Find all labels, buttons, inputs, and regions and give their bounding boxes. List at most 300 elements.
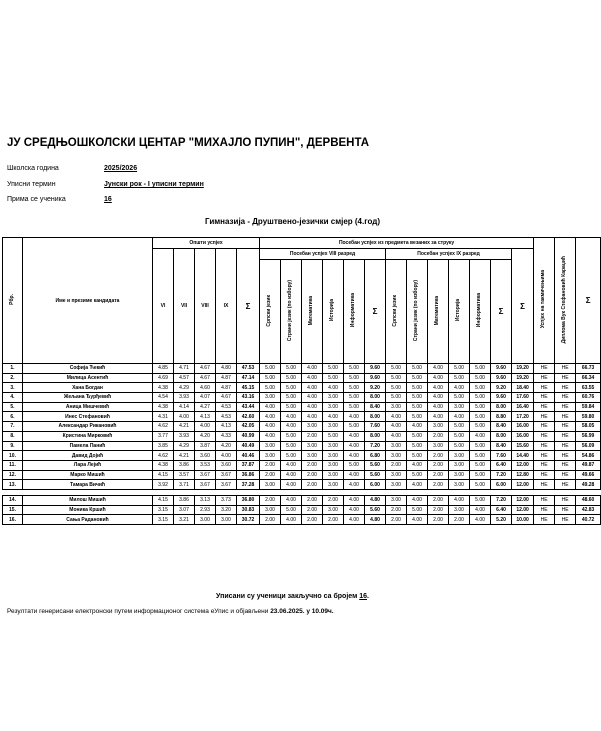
table-cell: НЕ [534,515,555,525]
table-subtitle: Гимназија - Друштвено-језички смјер (4.год) [205,217,380,226]
table-cell: 8.00 [491,431,512,441]
table-cell: 48.60 [576,495,601,505]
table-cell: НЕ [555,431,576,441]
table-cell: 49.66 [576,470,601,480]
table-cell: НЕ [555,373,576,383]
table-cell: 5.00 [281,383,302,393]
table-cell: 5.20 [491,515,512,525]
col-poseban: Посебан успјех из предмета везаних за струку [260,238,534,249]
table-cell: 2.00 [302,495,323,505]
table-cell: НЕ [534,480,555,490]
table-cell: 16. [3,515,23,525]
col-subject-9-1: Страни језик (по избору) [407,260,428,364]
table-cell: 18.40 [512,383,534,393]
table-cell: 5. [3,402,23,412]
table-cell: 4. [3,393,23,403]
table-cell: 4.33 [216,431,237,441]
table-cell: Аница Мишчевић [23,402,153,412]
table-cell: 12.00 [512,460,534,470]
col-subject-8-1: Страни језик (по избору) [281,260,302,364]
table-cell: Марко Мишић [23,470,153,480]
table-cell: 4.00 [174,412,195,422]
table-cell: 3.00 [260,441,281,451]
table-cell: 3.00 [386,451,407,461]
ranking-table [2,237,601,525]
table-cell: 4.57 [174,373,195,383]
table-cell: 58.05 [576,422,601,432]
table-cell: Софија Ћекић [23,364,153,374]
table-cell: 2.00 [302,505,323,515]
table-cell: 15.60 [512,441,534,451]
table-cell: 4.85 [153,364,174,374]
table-cell: Моника Кршић [23,505,153,515]
table-cell: 4.21 [174,422,195,432]
table-cell: 3.00 [449,451,470,461]
table-cell: 36.80 [237,495,260,505]
table-cell: 3.00 [323,505,344,515]
col-grade-viii: VIII [195,249,216,364]
table-cell: 5.00 [449,393,470,403]
table-cell: 3.67 [216,470,237,480]
table-cell: 3.21 [174,515,195,525]
table-cell: 4.00 [428,364,449,374]
table-cell: 3.00 [449,480,470,490]
table-cell: 4.38 [153,383,174,393]
table-cell: 5.00 [260,383,281,393]
table-cell: НЕ [555,470,576,480]
table-cell: 5.60 [365,505,386,515]
table-cell: 4.00 [302,364,323,374]
table-cell: 5.00 [323,364,344,374]
table-cell: 6.80 [365,451,386,461]
table-cell: 3.71 [174,480,195,490]
table-cell: 2.00 [260,495,281,505]
table-cell: 4.20 [195,431,216,441]
table-cell: 5.00 [470,422,491,432]
table-cell: 4.00 [281,460,302,470]
table-row [3,441,601,451]
table-cell: 2.00 [428,515,449,525]
table-cell: 4.71 [174,364,195,374]
table-cell: 5.00 [323,431,344,441]
table-cell: 10.00 [512,515,534,525]
table-cell: 42.83 [576,505,601,515]
table-cell: 54.86 [576,451,601,461]
table-cell: 2.00 [428,505,449,515]
table-cell: 10. [3,451,23,461]
table-cell: НЕ [534,412,555,422]
table-cell: 3.00 [386,441,407,451]
table-cell: 5.00 [281,431,302,441]
table-cell: 3.00 [323,470,344,480]
table-cell: 5.00 [470,364,491,374]
enrolled-note: Уписани су ученици закључно са бројем 16. [216,593,369,600]
table-cell: Милица Асентић [23,373,153,383]
col-subject-9-2: Математика [428,260,449,364]
table-cell: 60.76 [576,393,601,403]
table-cell: НЕ [555,441,576,451]
table-cell: 3.00 [449,505,470,515]
table-cell: НЕ [555,515,576,525]
table-cell: 5.00 [449,422,470,432]
table-cell: 3.92 [153,480,174,490]
table-cell: 5.00 [407,364,428,374]
table-cell: 9. [3,441,23,451]
table-cell: 3.67 [216,480,237,490]
table-cell: НЕ [555,364,576,374]
table-cell: 5.00 [344,422,365,432]
table-cell: 7.20 [491,495,512,505]
table-cell: 3.85 [153,441,174,451]
table-cell: 4.14 [174,402,195,412]
table-cell: 11. [3,460,23,470]
table-row [3,373,601,383]
table-cell: 40.99 [237,431,260,441]
table-cell: НЕ [555,460,576,470]
table-cell: 3.00 [323,460,344,470]
table-cell: 12.00 [512,505,534,515]
table-cell: 5.00 [344,364,365,374]
table-row [3,480,601,490]
table-cell: 5.00 [407,402,428,412]
table-cell: 4.00 [428,383,449,393]
table-cell: 2.00 [260,460,281,470]
table-cell: 59.80 [576,412,601,422]
table-cell: 4.80 [365,515,386,525]
table-cell: 4.00 [407,515,428,525]
table-cell: 5.00 [386,393,407,403]
col-diploma: Диплома Вук Стефановић Караџић [555,238,576,364]
table-cell: 30.83 [237,505,260,515]
table-cell: 5.00 [449,373,470,383]
table-cell: 2.00 [428,480,449,490]
table-cell: 5.00 [470,480,491,490]
table-cell: 12. [3,470,23,480]
col-subject-sum-8: Σ [365,260,386,364]
table-cell: 3.86 [174,460,195,470]
table-cell: 5.00 [386,364,407,374]
table-cell: 2.00 [428,470,449,480]
col-subject-9-0: Српски језик [386,260,407,364]
table-cell: НЕ [534,441,555,451]
table-cell: 5.00 [344,460,365,470]
table-cell: 4.20 [216,441,237,451]
table-cell: 19.20 [512,364,534,374]
table-cell: 5.60 [365,460,386,470]
table-cell: 4.60 [195,383,216,393]
table-cell: 5.00 [449,441,470,451]
table-row [3,495,601,505]
table-cell: 3.67 [195,480,216,490]
table-cell: 42.05 [237,422,260,432]
table-cell: 3.00 [195,515,216,525]
table-cell: 5.00 [281,451,302,461]
table-cell: 17.60 [512,393,534,403]
table-cell: 9.60 [491,364,512,374]
col-total: Σ [576,238,601,364]
table-cell: 4.00 [344,505,365,515]
table-cell: Милош Мишић [23,495,153,505]
table-cell: 4.80 [365,495,386,505]
table-cell: 4.00 [386,431,407,441]
table-cell: 2.00 [428,451,449,461]
table-cell: 19.20 [512,373,534,383]
table-cell: 4.00 [281,515,302,525]
table-cell: 4.00 [260,431,281,441]
table-cell: 43.44 [237,402,260,412]
table-cell: 4.00 [449,412,470,422]
table-cell: 3.00 [449,460,470,470]
table-cell: НЕ [555,383,576,393]
table-cell: Инес Стефановић [23,412,153,422]
table-cell: 4.31 [153,412,174,422]
table-cell: 2.00 [323,515,344,525]
table-cell: 2.00 [302,480,323,490]
table-cell: 47.14 [237,373,260,383]
table-cell: 5.00 [470,402,491,412]
table-cell: 40.72 [576,515,601,525]
table-cell: 5.00 [281,441,302,451]
table-cell: 5.00 [407,373,428,383]
table-cell: 4.87 [216,373,237,383]
table-cell: 49.87 [576,460,601,470]
table-cell: 2.00 [260,515,281,525]
table-cell: 3.00 [323,480,344,490]
table-cell: Давид Дојић [23,451,153,461]
table-cell: 8.40 [491,441,512,451]
table-cell: 4.00 [428,373,449,383]
table-cell: 40.49 [237,441,260,451]
table-cell: 4.00 [470,505,491,515]
table-cell: 2.00 [428,431,449,441]
table-cell: 4.67 [216,393,237,403]
table-cell: Сања Радановић [23,515,153,525]
table-cell: 3.93 [174,393,195,403]
table-cell: 4.00 [195,422,216,432]
table-cell: НЕ [534,373,555,383]
info-row-term [7,181,204,188]
table-cell: 3.00 [449,402,470,412]
table-cell: 9.20 [491,383,512,393]
table-cell: 4.00 [281,412,302,422]
table-cell: 2.00 [302,431,323,441]
table-cell: 4.00 [407,495,428,505]
table-cell: 4.00 [449,495,470,505]
col-rb: Рбр. [3,238,23,364]
table-cell: 4.29 [174,441,195,451]
table-cell: 5.00 [323,373,344,383]
table-cell: 4.00 [428,402,449,412]
table-cell: 4.00 [470,431,491,441]
table-cell: 8.40 [365,402,386,412]
table-cell: 2.00 [260,470,281,480]
table-cell: 3.60 [216,460,237,470]
col-poseban8: Посебан успјех VIII разред [260,249,386,260]
table-cell: 4.67 [195,364,216,374]
table-cell: 66.34 [576,373,601,383]
table-row [3,412,601,422]
table-cell: 4.00 [344,470,365,480]
table-cell: 4.00 [281,480,302,490]
table-cell: 2. [3,373,23,383]
table-cell: 4.00 [407,422,428,432]
info-row-capacity [7,196,112,203]
table-cell: НЕ [555,480,576,490]
table-cell: 4.00 [344,441,365,451]
table-cell: 9.60 [491,373,512,383]
table-cell: 15. [3,505,23,515]
table-cell: НЕ [534,460,555,470]
table-cell: 4.13 [195,412,216,422]
table-cell: 3.00 [302,451,323,461]
table-cell: 4.00 [302,383,323,393]
table-cell: 5.00 [449,431,470,441]
table-cell: 5.00 [260,364,281,374]
table-cell: 5.00 [281,402,302,412]
table-cell: 3.00 [323,402,344,412]
table-cell: 4.00 [260,402,281,412]
table-cell: 4.00 [260,422,281,432]
table-cell: 4.00 [216,451,237,461]
table-cell: 1. [3,364,23,374]
table-cell: 3.00 [323,441,344,451]
table-cell: Кристина Мирковић [23,431,153,441]
table-cell: 9.20 [365,383,386,393]
table-cell: Жељана Ђурђевић [23,393,153,403]
table-cell: 4.67 [195,373,216,383]
table-cell: 3.00 [428,422,449,432]
table-cell: 4.00 [260,412,281,422]
table-cell: 37.28 [237,480,260,490]
generated-note: Резултати генерисани електронски путем информационог система еУпис и објављени 23.06.2025. у 10.09ч. [7,608,334,615]
table-row [3,470,601,480]
table-cell: 3.00 [386,402,407,412]
col-opsti: Општи успјех [153,238,260,249]
table-cell: 4.00 [344,515,365,525]
table-cell: 3.00 [323,393,344,403]
table-cell: 5.00 [407,470,428,480]
table-cell: 3.15 [153,505,174,515]
table-cell: 3.00 [386,470,407,480]
table-cell: 16.40 [512,402,534,412]
table-cell: НЕ [534,505,555,515]
table-cell: 63.55 [576,383,601,393]
table-cell: 3.93 [174,431,195,441]
table-cell: 42.60 [237,412,260,422]
table-cell: 3.07 [174,505,195,515]
table-cell: 9.60 [365,364,386,374]
table-cell: НЕ [534,364,555,374]
table-cell: 4.13 [216,422,237,432]
table-cell: 4.00 [449,383,470,393]
table-cell: 3.00 [260,393,281,403]
col-poseban-sum: Σ [512,249,534,364]
table-cell: Александар Рикановић [23,422,153,432]
table-cell: 2.00 [302,515,323,525]
table-cell: 16.00 [512,422,534,432]
info-value: 16 [104,196,112,203]
table-cell: 4.00 [323,383,344,393]
info-row-school-year [7,165,138,172]
table-cell: 3.86 [174,495,195,505]
table-cell: 3.00 [302,422,323,432]
table-cell: 36.86 [237,470,260,480]
col-subject-8-2: Математика [302,260,323,364]
table-cell: 5.00 [470,373,491,383]
table-cell: 30.72 [237,515,260,525]
table-cell: 4.29 [174,383,195,393]
table-cell: 6.40 [491,505,512,515]
table-row [3,460,601,470]
table-cell: 5.00 [470,441,491,451]
table-cell: 2.00 [428,460,449,470]
table-cell: 4.38 [153,460,174,470]
table-cell: 9.60 [365,373,386,383]
table-cell: 3.00 [216,515,237,525]
table-cell: 5.00 [470,451,491,461]
col-subject-8-0: Српски језик [260,260,281,364]
table-cell: 3.67 [195,470,216,480]
table-cell: 4.00 [344,412,365,422]
info-label: Уписни термин [7,181,56,188]
table-cell: НЕ [534,495,555,505]
table-cell: 4.00 [386,412,407,422]
col-grade-vi: VI [153,249,174,364]
table-cell: 3.00 [449,470,470,480]
table-cell: 9.60 [491,393,512,403]
col-subject-9-3: Историја [449,260,470,364]
table-cell: 40.46 [237,451,260,461]
table-cell: 4.62 [153,422,174,432]
table-cell: 5.00 [470,393,491,403]
table-cell: 4.00 [470,515,491,525]
table-cell: Тамара Вичић [23,480,153,490]
table-cell: 3.00 [260,505,281,515]
table-cell: 6.40 [491,460,512,470]
table-cell: 5.00 [344,373,365,383]
table-cell: 5.00 [281,364,302,374]
table-cell: 5.60 [365,470,386,480]
table-cell: НЕ [555,495,576,505]
table-cell: 2.00 [428,495,449,505]
table-cell: НЕ [534,402,555,412]
table-cell: 2.00 [323,495,344,505]
table-cell: 12.00 [512,495,534,505]
table-cell: 8.00 [491,402,512,412]
table-cell: 3.00 [260,451,281,461]
table-cell: 5.00 [344,383,365,393]
table-cell: 4.21 [174,451,195,461]
info-label: Школска година [7,165,59,172]
table-row [3,451,601,461]
table-cell: 14. [3,495,23,505]
table-cell: 3.87 [195,441,216,451]
table-cell: 3.73 [216,495,237,505]
table-cell: 3.00 [428,441,449,451]
table-cell: 3.60 [195,451,216,461]
table-cell: 4.00 [302,393,323,403]
col-takmicenja: Успјех на такмичењима [534,238,555,364]
table-row [3,383,601,393]
table-cell: 6.00 [491,480,512,490]
table-cell: 5.00 [407,505,428,515]
table-cell: 5.00 [470,383,491,393]
table-cell: 4.54 [153,393,174,403]
table-cell: НЕ [555,393,576,403]
table-cell: 4.00 [428,412,449,422]
table-cell: 3.13 [195,495,216,505]
table-cell: 17.20 [512,412,534,422]
